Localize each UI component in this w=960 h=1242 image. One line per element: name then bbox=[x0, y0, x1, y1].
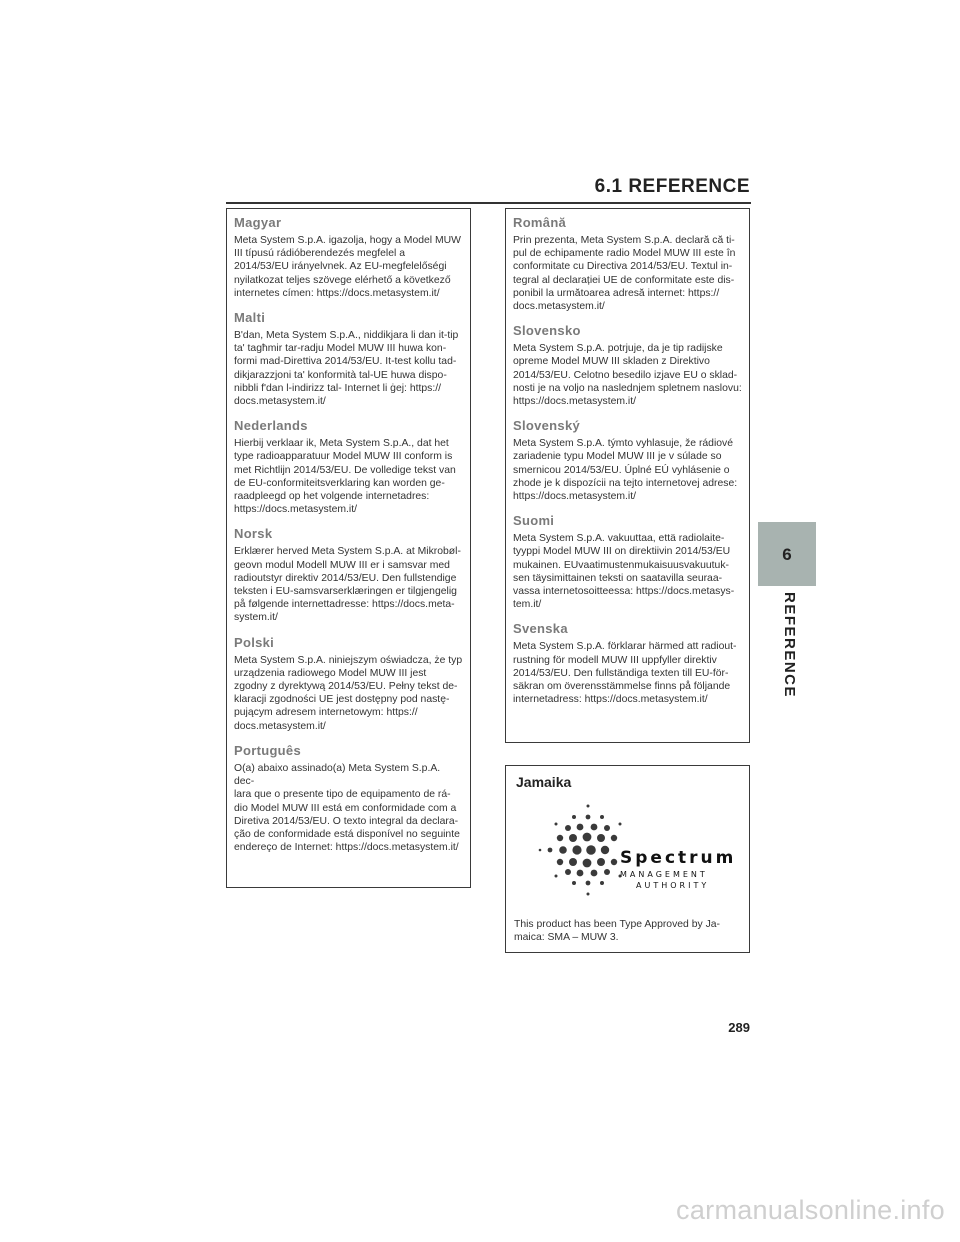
declaration-text: Erklærer herved Meta System S.p.A. at Mikrobøl- geovn modul Modell MUW III er i samsvar med radioutstyr direktiv 2014/53/EU. Den fullstendige teksten i EU-samsvarserklæringen er tilgjengelig på følgende internettadresse: https://docs.meta- system.it/ bbox=[234, 546, 461, 624]
declaration-section bbox=[513, 323, 742, 408]
declaration-section bbox=[513, 418, 742, 503]
declaration-section bbox=[234, 526, 463, 624]
declaration-text: Meta System S.p.A. niniejszym oświadcza, że typ urządzenia radiowego Model MUW III jest zgodny z dyrektywą 2014/53/EU. Pełny tekst de- klaracji zgodności UE jest dostępny pod nastę- pującym adresem internetowym: https:// docs.metasystem.it/ bbox=[234, 654, 463, 732]
declaration-text: Meta System S.p.A. potrjuje, da je tip radijske opreme Model MUW III skladen z Direktivo 2014/53/EU. Celotno besedilo izjave EU o sklad- nosti je na voljo na naslednjem spletnem naslovu: https://docs.metasystem.it/ bbox=[513, 343, 742, 408]
declaration-text: Hierbij verklaar ik, Meta System S.p.A., dat het type radioapparatuur Model MUW III conform is met Richtlijn 2014/53/EU. De volledige tekst van de EU-conformiteitsverklaring kan worden ge- raadpleegd op het volgende internetadres: https://docs.metasystem.it/ bbox=[234, 438, 456, 516]
declaration-text: Meta System S.p.A. förklarar härmed att radiout- rustning för modell MUW III uppfyller direktiv 2014/53/EU. Den fullständiga texten till EU-för- säkran om överensstämmelse finns på följande internetadress: https://docs.metasystem.it/ bbox=[513, 641, 737, 706]
jamaica-approval-text: This product has been Type Approved by Ja- maica: SMA – MUW 3. bbox=[514, 919, 721, 944]
logo-subtitle-authority: AUTHORITY bbox=[636, 881, 710, 890]
chapter-tab-number: 6 bbox=[782, 545, 792, 564]
language-heading: Nederlands bbox=[234, 418, 308, 434]
declaration-section bbox=[513, 215, 742, 313]
declaration-section bbox=[234, 215, 463, 300]
jamaica-heading: Jamaika bbox=[516, 774, 572, 790]
declaration-section bbox=[234, 310, 463, 408]
declaration-text: Meta System S.p.A. týmto vyhlasuje, že rádiové zariadenie typu Model MUW III je v súlade so smernicou 2014/53/EU. Úplné EÚ vyhlásenie o zhode je k dispozícii na tejto internetovej adrese: https://docs.metasystem.it/ bbox=[513, 438, 738, 503]
language-heading: Norsk bbox=[234, 526, 273, 542]
header-rule bbox=[226, 202, 751, 204]
page-number: 289 bbox=[728, 1020, 750, 1035]
language-heading: Polski bbox=[234, 634, 275, 650]
declarations-box-left bbox=[226, 208, 471, 888]
language-heading: Português bbox=[234, 742, 301, 758]
language-heading: Slovensko bbox=[513, 323, 581, 339]
language-heading: Malti bbox=[234, 310, 266, 326]
language-heading: Slovenský bbox=[513, 418, 581, 434]
declaration-text: Meta System S.p.A. vakuuttaa, että radiolaite- tyyppi Model MUW III on direktiivin 2014/53/EU mukainen. EUvaatimustenmukaisuusvakuutuk- sen täysimittainen teksti on saatavilla seuraa- vassa internetosoitteessa: https://docs.metasys- tem.it/ bbox=[513, 533, 735, 611]
chapter-tab-label: REFERENCE bbox=[781, 592, 798, 699]
watermark: carmanualsonline.info bbox=[676, 1195, 945, 1225]
logo-subtitle-management: MANAGEMENT bbox=[620, 870, 708, 879]
spectrum-logo bbox=[536, 800, 737, 900]
spectrum-wordmark: Spectrum bbox=[620, 848, 737, 868]
declaration-text: B'dan, Meta System S.p.A., niddikjara li dan it-tip ta' tagħmir tar-radju Model MUW III huwa kon- formi mad-Direttiva 2014/53/EU. It-test kollu tad- dikjarazzjoni ta' konformità tal-UE huwa dispo- nibbli f'dan l-indirizz tal- Internet li ġej: https:// docs.metasystem.it/ bbox=[234, 330, 459, 408]
declaration-text: Meta System S.p.A. igazolja, hogy a Model MUW III típusú rádióberendezés megfelel a 2014/53/EU irányelvnek. Az EU-megfelelőségi nyilatkozat teljes szövege elérhető a következő internetes címen: https://docs.metasystem.it/ bbox=[234, 235, 461, 299]
language-heading: Română bbox=[513, 215, 567, 230]
declaration-section bbox=[234, 743, 463, 854]
declaration-section bbox=[513, 621, 742, 706]
declarations-box-right bbox=[505, 208, 750, 743]
language-heading: Suomi bbox=[513, 513, 555, 529]
jamaica-box bbox=[505, 765, 750, 953]
declaration-section bbox=[234, 635, 463, 733]
declaration-section bbox=[513, 513, 742, 611]
declaration-text: O(a) abaixo assinado(a) Meta System S.p.A. dec- lara que o presente tipo de equipamento de rá- dio Model MUW III está em conformidade com a Diretiva 2014/53/EU. O texto integral da declara- ção de conformidade está disponível no seguinte endereço de Internet: https://docs.metasystem.it/ bbox=[234, 762, 460, 854]
language-heading: Svenska bbox=[513, 621, 568, 637]
page-header-title: 6.1 REFERENCE bbox=[594, 176, 750, 197]
declaration-text: Prin prezenta, Meta System S.p.A. declară că ti- pul de echipamente radio Model MUW III este în conformitate cu Directiva 2014/53/EU. Textul in- tegral al declarației UE de conformitate este dis- ponibil la următoarea adresă internet: https:// docs.metasystem.it/ bbox=[513, 235, 736, 313]
declaration-section bbox=[234, 418, 463, 516]
language-heading: Magyar bbox=[234, 215, 282, 230]
